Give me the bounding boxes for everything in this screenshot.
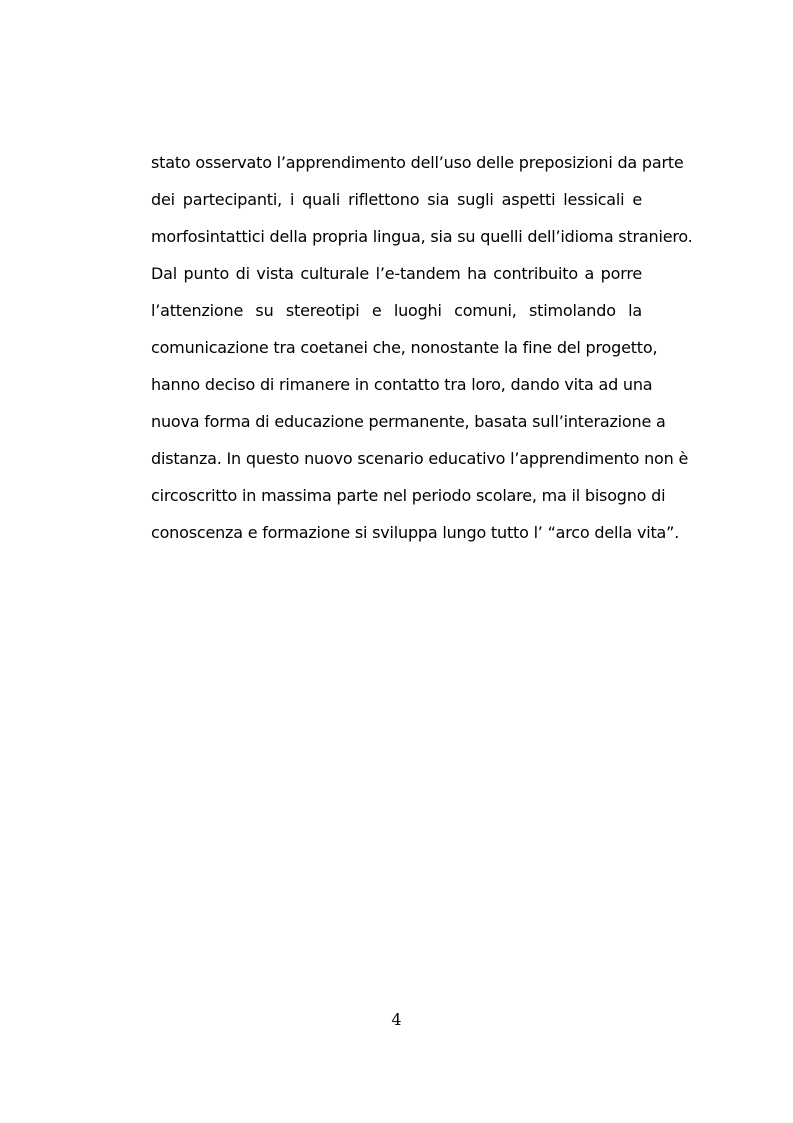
paragraph-line: nuova forma di educazione permanente, basata sull’interazione a [151, 412, 666, 431]
paragraph-line: l’attenzione su stereotipi e luoghi comuni, stimolando la [151, 301, 642, 320]
paragraph-line: conoscenza e formazione si sviluppa lungo tutto l’ “arco della vita”. [151, 523, 680, 542]
paragraph-line: Dal punto di vista culturale l’e-tandem ha contribuito a porre [151, 264, 642, 283]
paragraph-line: distanza. In questo nuovo scenario educativo l’apprendimento non è [151, 449, 689, 468]
paragraph-line: dei partecipanti, i quali riflettono sia sugli aspetti lessicali e [151, 190, 642, 209]
page-number: 4 [391, 1010, 402, 1029]
paragraph-line: hanno deciso di rimanere in contatto tra loro, dando vita ad una [151, 375, 653, 394]
paragraph-line: circoscritto in massima parte nel periodo scolare, ma il bisogno di [151, 486, 666, 505]
paragraph-line: comunicazione tra coetanei che, nonostante la fine del progetto, [151, 338, 658, 357]
paragraph-line: stato osservato l’apprendimento dell’uso delle preposizioni da parte [151, 153, 684, 172]
body-paragraph [151, 144, 693, 551]
paragraph-line: morfosintattici della propria lingua, sia su quelli dell’idioma straniero. [151, 227, 693, 246]
